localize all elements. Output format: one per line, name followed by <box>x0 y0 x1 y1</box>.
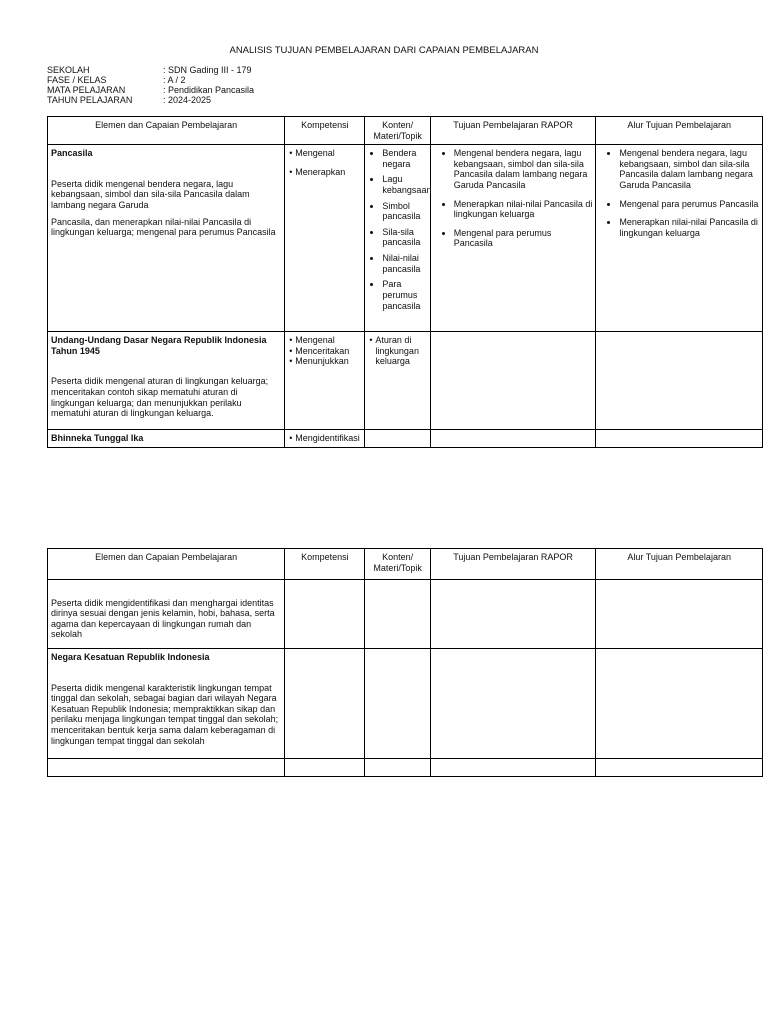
header-konten: Konten/ Materi/Topik <box>365 117 430 145</box>
list-item: • Menunjukkan <box>295 356 361 367</box>
table-row <box>48 580 763 649</box>
tujuan-cell <box>430 649 596 759</box>
meta-label: MATA PELAJARAN <box>47 85 126 95</box>
meta-label: FASE / KELAS <box>47 75 107 85</box>
capaian-text: Peserta didik mengenal bendera negara, lagu kebangsaan, simbol dan sila-sila Pancasila dalam lambang negara Garuda <box>51 178 250 211</box>
table-row <box>48 759 763 777</box>
meta-value: : 2024-2025 <box>163 95 212 105</box>
document-title: ANALISIS TUJUAN PEMBELAJARAN DARI CAPAIAN PEMBELAJARAN <box>229 45 539 56</box>
list-item: • Aturan di lingkungan keluarga <box>375 335 426 367</box>
alur-cell <box>596 332 763 430</box>
meta-label: TAHUN PELAJARAN <box>47 95 133 105</box>
list-item: • Menerapkan <box>295 167 361 178</box>
alur-list <box>599 148 759 238</box>
meta-value: : SDN Gading III - 179 <box>163 65 252 75</box>
header-kompetensi: Kompetensi <box>285 117 365 145</box>
document-meta <box>47 65 254 105</box>
meta-value: : A / 2 <box>163 75 186 85</box>
kompetensi-cell <box>285 580 365 649</box>
list-item: • Mengenal bendera negara, lagu kebangsaan, simbol dan sila-sila Pancasila dalam lambang negara Garuda Pancasila <box>619 148 759 190</box>
konten-list <box>368 148 432 311</box>
elemen-cell <box>48 649 285 759</box>
meta-value: : Pendidikan Pancasila <box>163 85 255 95</box>
list-item: • Mengenal <box>295 335 361 346</box>
header-alur: Alur Tujuan Pembelajaran <box>596 549 763 580</box>
kompetensi-list <box>288 148 361 177</box>
table-header-row <box>48 117 763 145</box>
header-alur: Alur Tujuan Pembelajaran <box>596 117 763 145</box>
list-item: • Nilai-nilai pancasila <box>382 253 426 274</box>
header-kompetensi: Kompetensi <box>285 549 365 580</box>
kompetensi-list <box>288 433 361 444</box>
kompetensi-list <box>288 335 361 367</box>
capaian-text: Pancasila, dan menerapkan nilai-nilai Pancasila di lingkungan keluarga; mengenal para perumus Pancasila <box>51 216 276 238</box>
list-item: • Para perumus pancasila <box>382 279 426 311</box>
table-header-row <box>48 549 763 580</box>
table-row <box>48 332 763 430</box>
elemen-title: Bhinneka Tunggal Ika <box>51 433 144 444</box>
list-item: • Mengenal <box>295 148 361 159</box>
header-elemen: Elemen dan Capaian Pembelajaran <box>48 549 285 580</box>
capaian-text: Peserta didik mengenal karakteristik lingkungan tempat tinggal dan sekolah, sebagai bagian dari wilayah Negara Kesatuan Republik Indonesia; mempraktikkan sikap dan perilaku menjaga lingkungan tempat tinggal dan sekolah; menceritakan bentuk kerja sama dalam keberagaman di lingkungan tempat tinggal dan sekolah <box>51 682 279 746</box>
meta-row-fase-kelas <box>47 75 254 85</box>
header-tujuan: Tujuan Pembelajaran RAPOR <box>430 117 596 145</box>
tujuan-cell <box>430 332 596 430</box>
alur-cell <box>596 649 763 759</box>
kompetensi-cell <box>285 649 365 759</box>
elemen-cell <box>48 145 285 332</box>
list-item: • Menerapkan nilai-nilai Pancasila di lingkungan keluarga <box>619 217 759 238</box>
list-item: • Simbol pancasila <box>382 201 426 222</box>
kompetensi-cell <box>285 430 365 448</box>
list-item: • Menceritakan <box>295 346 361 357</box>
konten-cell <box>365 332 430 430</box>
alur-cell <box>596 759 763 777</box>
list-item: • Mengenal bendera negara, lagu kebangsaan, simbol dan sila-sila Pancasila dalam lambang negara Garuda Pancasila <box>454 148 593 190</box>
alur-cell <box>596 580 763 649</box>
elemen-title: Undang-Undang Dasar Negara Republik Indonesia Tahun 1945 <box>51 335 267 356</box>
alur-cell <box>596 145 763 332</box>
tujuan-cell <box>430 580 596 649</box>
list-item: • Mengenal para perumus Pancasila <box>619 199 759 210</box>
analysis-table-2 <box>47 548 763 777</box>
kompetensi-cell <box>285 759 365 777</box>
tujuan-cell <box>430 759 596 777</box>
table-row <box>48 430 763 448</box>
tujuan-cell <box>430 430 596 448</box>
elemen-title: Pancasila <box>51 148 93 159</box>
header-elemen: Elemen dan Capaian Pembelajaran <box>48 117 285 145</box>
elemen-title: Negara Kesatuan Republik Indonesia <box>51 652 210 662</box>
elemen-cell <box>48 430 285 448</box>
konten-cell <box>365 649 430 759</box>
table-row <box>48 649 763 759</box>
list-item: • Sila-sila pancasila <box>382 227 426 248</box>
meta-row-mata-pelajaran <box>47 85 254 95</box>
kompetensi-cell <box>285 145 365 332</box>
capaian-text: Peserta didik mengenal aturan di lingkungan keluarga; menceritakan contoh sikap mematuhi aturan di lingkungan keluarga; dan menunjukkan perilaku mematuhi aturan di lingkungan keluarga. <box>51 376 269 419</box>
konten-cell <box>365 145 430 332</box>
konten-list <box>368 335 426 367</box>
header-tujuan: Tujuan Pembelajaran RAPOR <box>430 549 596 580</box>
tujuan-cell <box>430 145 596 332</box>
capaian-text: Peserta didik mengidentifikasi dan menghargai identitas dirinya sesuai dengan jenis kelamin, hobi, bahasa, serta agama dan kepercayaan di lingkungan rumah dan sekolah <box>51 597 275 640</box>
elemen-cell <box>48 759 285 777</box>
list-item: • Mengidentifikasi <box>295 433 361 444</box>
kompetensi-cell <box>285 332 365 430</box>
meta-row-tahun-pelajaran <box>47 95 254 105</box>
konten-cell <box>365 430 430 448</box>
list-item: • Menerapkan nilai-nilai Pancasila di lingkungan keluarga <box>454 199 593 220</box>
header-konten: Konten/ Materi/Topik <box>365 549 430 580</box>
konten-cell <box>365 580 430 649</box>
list-item: • Mengenal para perumus Pancasila <box>454 228 593 249</box>
list-item: • Lagu kebangsaan <box>382 174 426 195</box>
konten-cell <box>365 759 430 777</box>
table-row <box>48 145 763 332</box>
elemen-cell <box>48 580 285 649</box>
list-item: • Bendera negara <box>382 148 426 169</box>
meta-row-sekolah <box>47 65 254 75</box>
alur-cell <box>596 430 763 448</box>
elemen-cell <box>48 332 285 430</box>
tujuan-list <box>434 148 593 249</box>
meta-label: SEKOLAH <box>47 65 90 75</box>
analysis-table-1 <box>47 116 763 448</box>
